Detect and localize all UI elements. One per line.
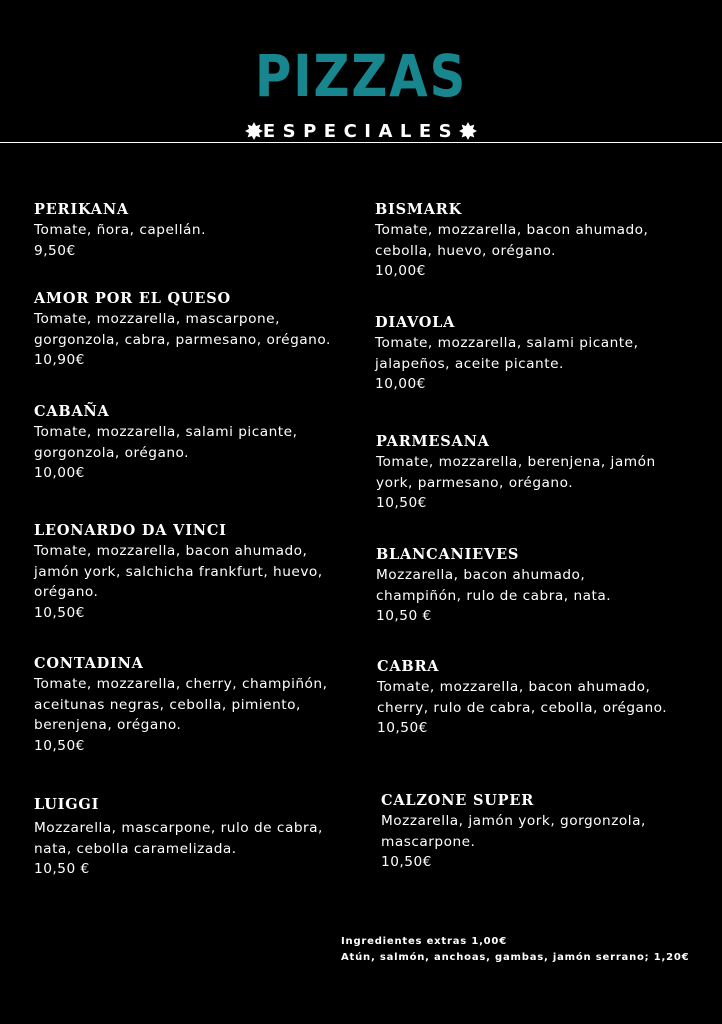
item-name: CONTADINA	[34, 655, 144, 672]
menu-item-calzone-super	[381, 790, 681, 873]
item-price: 10,50 €	[34, 861, 90, 877]
item-description: Tomate, ñora, capellán.	[34, 222, 206, 238]
item-description: Tomate, mozzarella, bacon ahumado, cebolla, huevo, orégano.	[375, 222, 649, 259]
item-name: DIAVOLA	[375, 314, 456, 331]
item-name: AMOR POR EL QUESO	[34, 290, 231, 307]
item-name: PARMESANA	[376, 433, 490, 450]
star-ornament-icon	[459, 122, 477, 140]
menu-item-parmesana	[376, 431, 686, 514]
item-price: 10,90€	[34, 352, 85, 368]
item-name: BLANCANIEVES	[376, 546, 520, 563]
item-description: Tomate, mozzarella, cherry, champiñón, aceitunas negras, cebolla, pimiento, berenjena, orégano.	[34, 676, 328, 733]
menu-item-diavola	[375, 312, 675, 395]
item-name: LEONARDO DA VINCI	[34, 522, 227, 539]
menu-item-luiggi	[34, 794, 354, 880]
menu-item-leonardo-da-vinci	[34, 520, 354, 623]
subtitle-row	[0, 118, 722, 148]
extras-line: Ingredientes extras 1,00€	[341, 936, 507, 947]
item-description: Tomate, mozzarella, salami picante, gorgonzola, orégano.	[34, 424, 298, 461]
menu-item-contadina	[34, 653, 359, 756]
item-name: PERIKANA	[34, 201, 129, 218]
item-price: 9,50€	[34, 242, 76, 259]
menu-item-cabana	[34, 401, 334, 484]
item-description: Tomate, mozzarella, salami picante, jalapeños, aceite picante.	[375, 335, 639, 372]
subtitle	[0, 118, 722, 146]
item-description: Mozzarella, bacon ahumado, champiñón, rulo de cabra, nata.	[376, 567, 612, 604]
item-price: 10,50€	[34, 604, 85, 621]
item-price: 10,50€	[376, 495, 427, 511]
extras-line: Atún, salmón, anchoas, gambas, jamón serrano; 1,20€	[341, 952, 690, 963]
menu-item-amor-por-el-queso	[34, 288, 364, 371]
item-description: Tomate, mozzarella, berenjena, jamón york, parmesano, orégano.	[376, 454, 656, 491]
item-price: 10,50 €	[376, 608, 432, 624]
item-name: LUIGGI	[34, 796, 100, 813]
page-title: PIZZAS	[254, 42, 468, 110]
item-price: 10,00€	[375, 376, 426, 392]
item-description: Mozzarella, jamón york, gorgonzola, mascarpone.	[381, 813, 646, 850]
menu-item-bismark	[375, 199, 680, 282]
item-name: CALZONE SUPER	[381, 792, 535, 809]
item-price: 10,50€	[34, 737, 85, 754]
item-price: 10,50€	[381, 854, 432, 870]
subtitle-text: ESPECIALES	[262, 121, 460, 142]
item-price: 10,00€	[375, 263, 426, 279]
item-description: Tomate, mozzarella, bacon ahumado, cherry, rulo de cabra, cebolla, orégano.	[377, 679, 668, 716]
menu-item-perikana	[34, 199, 364, 261]
item-description: Tomate, mozzarella, bacon ahumado, jamón york, salchicha frankfurt, huevo, orégano.	[34, 543, 323, 600]
item-name: CABRA	[377, 658, 440, 675]
star-ornament-icon	[245, 122, 263, 140]
menu-item-cabra	[377, 656, 682, 739]
item-description: Tomate, mozzarella, mascarpone, gorgonzola, cabra, parmesano, orégano.	[34, 311, 331, 348]
item-name: CABAÑA	[34, 403, 110, 420]
item-price: 10,00€	[34, 465, 85, 481]
item-description: Mozzarella, mascarpone, rulo de cabra, nata, cebolla caramelizada.	[34, 820, 323, 857]
extras-note	[341, 934, 689, 966]
item-name: BISMARK	[375, 201, 463, 218]
menu-item-blancanieves	[376, 544, 666, 627]
item-price: 10,50€	[377, 720, 428, 736]
